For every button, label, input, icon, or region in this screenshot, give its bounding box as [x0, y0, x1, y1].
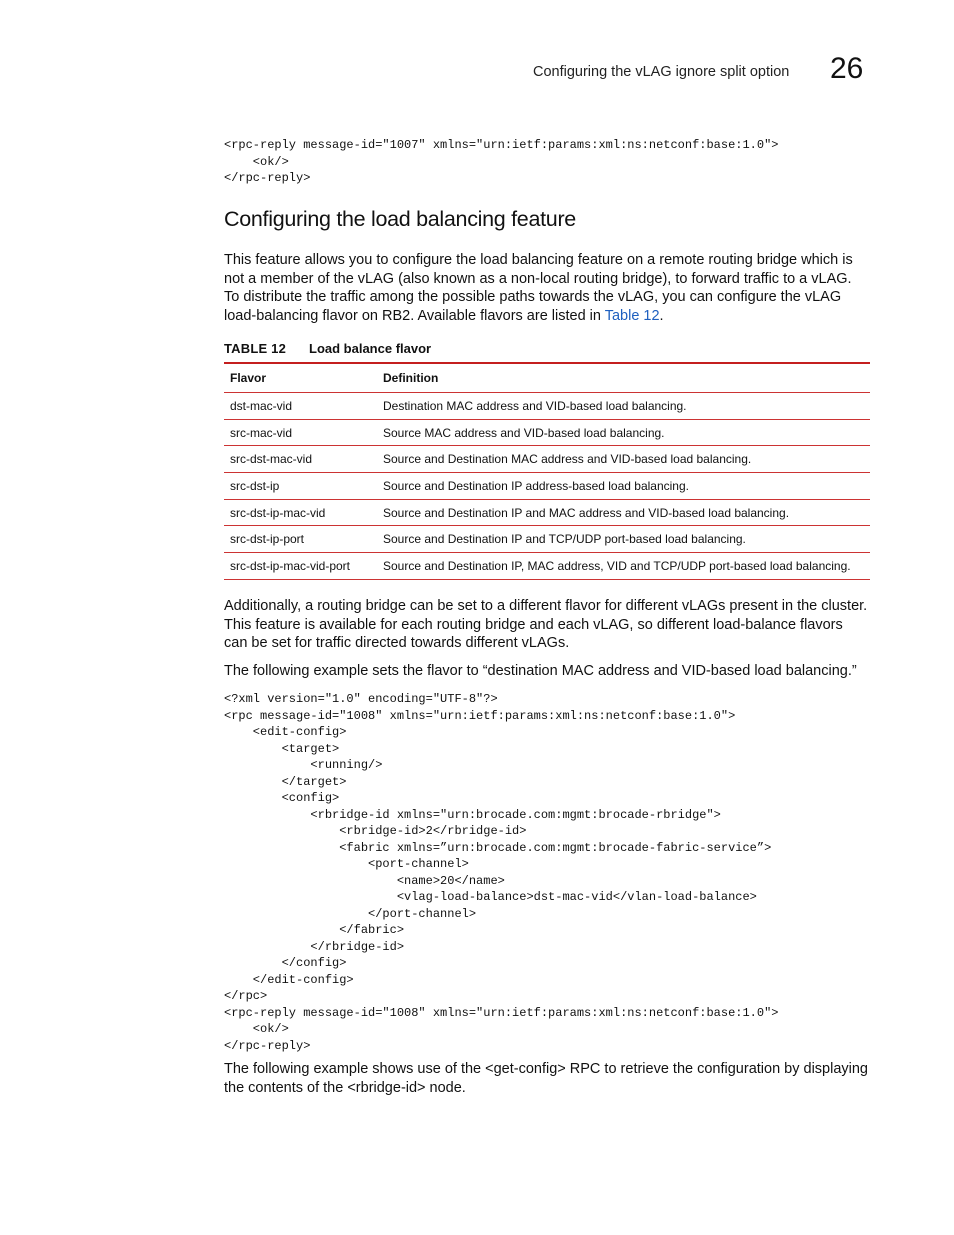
table-header-row	[224, 363, 870, 393]
get-config-paragraph: The following example shows use of the <get-config> RPC to retrieve the configuration by displaying the contents of the <rbridge-id> node.	[224, 1061, 868, 1096]
table-row	[224, 499, 870, 526]
table-12-link[interactable]: Table 12	[604, 308, 660, 325]
definition-cell: Source and Destination MAC address and VID-based load balancing.	[377, 446, 870, 473]
code-block-rpc-1008: <?xml version="1.0" encoding="UTF-8"?> <rpc message-id="1008" xmlns="urn:ietf:params:xml:ns:netconf:base:1.0"> <edit-config> <target> <running/> </target> <config> <rbridge-id xmlns="urn:brocade.com:mgmt:brocade-rbridge"> <rbridge-id>2</rbridge-id> <fabric xmlns=”urn:brocade.com:mgmt:brocade-fabric-service”> <port-channel> <name>20</name> <vlag-load-balance>dst-mac-vid</vlan-load-balance> </port-channel> </fabric> </rbridge-id> </config> </edit-config> </rpc> <rpc-reply message-id="1008" xmlns="urn:ietf:params:xml:ns:netconf:base:1.0"> <ok/> </rpc-reply>	[224, 692, 779, 1053]
additional-paragraph: Additionally, a routing bridge can be set to a different flavor for different vLAGs present in the cluster. This feature is available for each routing bridge and each vLAG, so different load-balance flavors can be set for traffic directed towards different vLAGs.	[224, 598, 868, 652]
column-header-flavor: Flavor	[224, 363, 377, 393]
flavor-cell: src-dst-ip	[224, 473, 377, 500]
table-row	[224, 393, 870, 420]
column-header-definition: Definition	[377, 363, 870, 393]
definition-cell: Destination MAC address and VID-based load balancing.	[377, 393, 870, 420]
table-caption	[224, 341, 432, 356]
flavor-cell: src-dst-ip-mac-vid	[224, 499, 377, 526]
example-intro-paragraph: The following example sets the flavor to “destination MAC address and VID-based load balancing.”	[224, 663, 857, 679]
intro-text: This feature allows you to configure the load balancing feature on a remote routing bridge which is not a member of the vLAG (also known as a non-local routing bridge), to forward traffic to a vLAG. To distribute the traffic among the possible paths towards the vLAG, you can configure the vLAG load-balancing flavor on RB2. Available flavors are listed in	[224, 252, 853, 325]
table-number: TABLE 12	[224, 341, 287, 356]
table-row	[224, 526, 870, 553]
definition-cell: Source and Destination IP, MAC address, VID and TCP/UDP port-based load balancing.	[377, 553, 870, 580]
flavor-cell: src-mac-vid	[224, 419, 377, 446]
definition-cell: Source and Destination IP address-based load balancing.	[377, 473, 870, 500]
flavor-cell: dst-mac-vid	[224, 393, 377, 420]
table-row	[224, 553, 870, 580]
intro-paragraph	[224, 251, 870, 326]
flavor-cell: src-dst-ip-port	[224, 526, 377, 553]
definition-cell: Source and Destination IP and TCP/UDP port-based load balancing.	[377, 526, 870, 553]
table-row	[224, 446, 870, 473]
load-balance-flavor-table	[224, 362, 870, 580]
definition-cell: Source MAC address and VID-based load balancing.	[377, 419, 870, 446]
code-block-rpc-reply-1007: <rpc-reply message-id="1007" xmlns="urn:ietf:params:xml:ns:netconf:base:1.0"> <ok/> </rpc-reply>	[224, 138, 779, 185]
table-row	[224, 473, 870, 500]
table-row	[224, 419, 870, 446]
running-head: Configuring the vLAG ignore split option	[533, 64, 790, 80]
definition-cell: Source and Destination IP and MAC address and VID-based load balancing.	[377, 499, 870, 526]
table-title: Load balance flavor	[309, 341, 432, 356]
flavor-cell: src-dst-ip-mac-vid-port	[224, 553, 377, 580]
flavor-cell: src-dst-mac-vid	[224, 446, 377, 473]
chapter-number: 26	[830, 52, 864, 85]
intro-end: .	[659, 308, 664, 325]
section-title: Configuring the load balancing feature	[224, 207, 576, 231]
